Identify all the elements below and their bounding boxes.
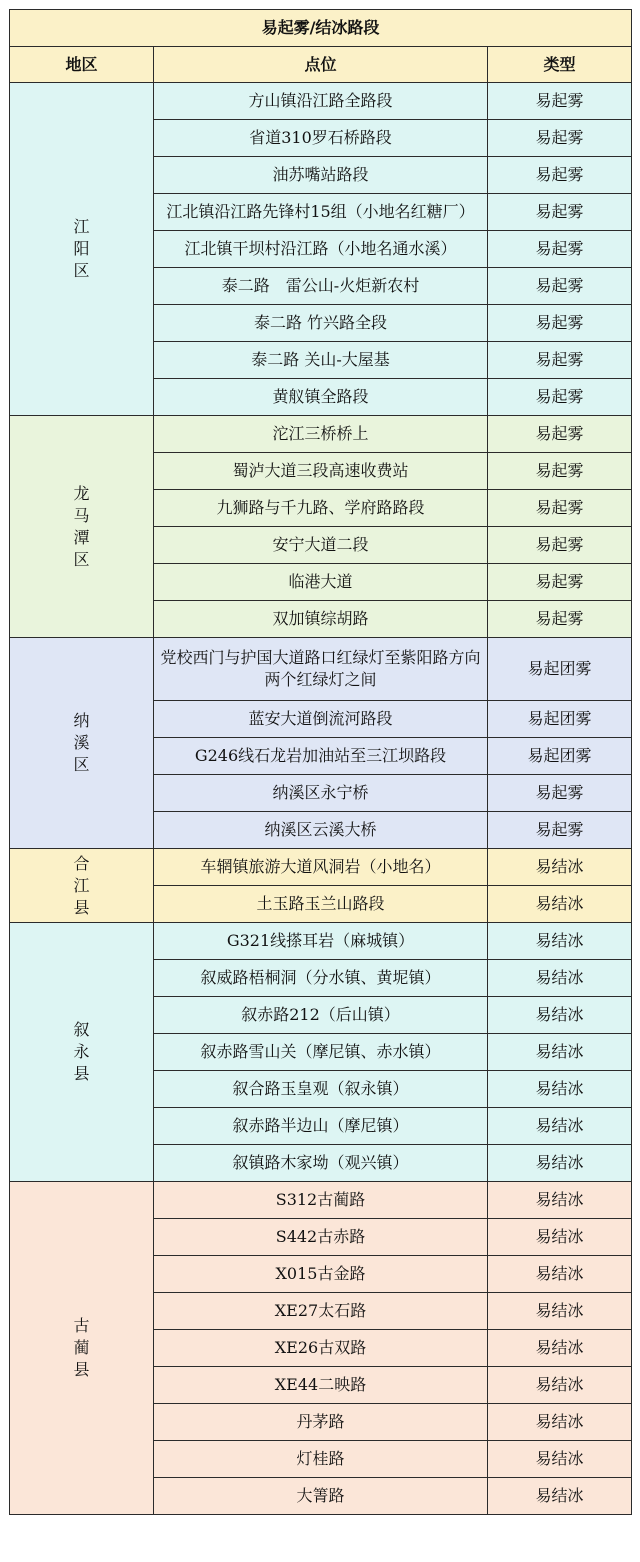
location-cell: S442古赤路 [154,1219,488,1256]
location-cell: 蓝安大道倒流河路段 [154,701,488,738]
location-cell: 叙威路梧桐洞（分水镇、黄坭镇） [154,960,488,997]
region-char: 纳 [73,711,90,730]
location-cell: 车辋镇旅游大道风洞岩（小地名） [154,849,488,886]
road-conditions-table [9,9,632,1515]
location-cell: 泰二路 关山-大屋基 [154,342,488,379]
type-cell: 易结冰 [488,1108,632,1145]
type-cell: 易起雾 [488,342,632,379]
type-cell: 易结冰 [488,1441,632,1478]
table-row [10,849,632,886]
type-cell: 易起雾 [488,490,632,527]
location-cell: 九狮路与千九路、学府路路段 [154,490,488,527]
region-cell [10,849,154,923]
table-row [10,638,632,701]
type-cell: 易起团雾 [488,738,632,775]
header-region: 地区 [10,47,154,83]
type-cell: 易起雾 [488,564,632,601]
location-cell: 灯桂路 [154,1441,488,1478]
table-row [10,923,632,960]
location-cell: 油苏嘴站路段 [154,157,488,194]
location-cell: 纳溪区永宁桥 [154,775,488,812]
region-char: 古 [73,1316,90,1335]
region-label [12,1315,151,1381]
region-label [12,216,151,282]
type-cell: 易起雾 [488,194,632,231]
type-cell: 易结冰 [488,923,632,960]
location-cell: 双加镇综胡路 [154,601,488,638]
table-body [10,83,632,1515]
type-cell: 易结冰 [488,1182,632,1219]
region-char: 区 [73,261,90,280]
location-cell: XE26古双路 [154,1330,488,1367]
region-label [12,1019,151,1085]
location-cell: XE27太石路 [154,1293,488,1330]
region-char: 合 [73,853,90,873]
table-row [10,1182,632,1219]
region-char: 龙 [73,483,90,503]
location-cell: 叙合路玉皇观（叙永镇） [154,1071,488,1108]
type-cell: 易结冰 [488,1256,632,1293]
type-cell: 易结冰 [488,1293,632,1330]
type-cell: 易起雾 [488,157,632,194]
region-char: 区 [73,549,90,569]
location-cell: X015古金路 [154,1256,488,1293]
type-cell: 易起雾 [488,601,632,638]
location-cell: 大箐路 [154,1478,488,1515]
region-cell [10,923,154,1182]
region-char: 县 [73,1360,90,1379]
region-char: 永 [73,1042,90,1061]
region-char: 溪 [73,733,90,752]
header-type: 类型 [488,47,632,83]
location-cell: 叙赤路212（后山镇） [154,997,488,1034]
region-char: 阳 [73,239,90,258]
type-cell: 易结冰 [488,1330,632,1367]
region-char: 叙 [73,1020,90,1039]
type-cell: 易起团雾 [488,638,632,701]
type-cell: 易结冰 [488,849,632,886]
location-cell: 黄舣镇全路段 [154,379,488,416]
location-cell: 泰二路 竹兴路全段 [154,305,488,342]
location-cell: 方山镇沿江路全路段 [154,83,488,120]
region-cell [10,1182,154,1515]
region-char: 蔺 [73,1338,90,1357]
region-cell [10,638,154,849]
location-cell: 沱江三桥桥上 [154,416,488,453]
location-cell: 省道310罗石桥路段 [154,120,488,157]
region-char: 县 [73,1064,90,1083]
type-cell: 易结冰 [488,1404,632,1441]
type-cell: 易起雾 [488,453,632,490]
type-cell: 易结冰 [488,997,632,1034]
type-cell: 易结冰 [488,960,632,997]
type-cell: 易结冰 [488,1367,632,1404]
type-cell: 易结冰 [488,1145,632,1182]
type-cell: 易起团雾 [488,701,632,738]
type-cell: 易起雾 [488,120,632,157]
type-cell: 易起雾 [488,775,632,812]
type-cell: 易结冰 [488,1219,632,1256]
location-cell: 叙赤路半边山（摩尼镇） [154,1108,488,1145]
region-char: 区 [73,755,90,774]
location-cell: 纳溪区云溪大桥 [154,812,488,849]
type-cell: 易起雾 [488,305,632,342]
region-char: 县 [73,897,90,917]
type-cell: 易起雾 [488,379,632,416]
location-cell: 叙镇路木家坳（观兴镇） [154,1145,488,1182]
location-cell: 江北镇干坝村沿江路（小地名通水溪） [154,231,488,268]
type-cell: 易起雾 [488,231,632,268]
location-cell: XE44二映路 [154,1367,488,1404]
header-location: 点位 [154,47,488,83]
type-cell: 易结冰 [488,1071,632,1108]
type-cell: 易结冰 [488,886,632,923]
region-cell [10,83,154,416]
location-cell: G246线石龙岩加油站至三江坝路段 [154,738,488,775]
location-cell: 丹茅路 [154,1404,488,1441]
type-cell: 易结冰 [488,1478,632,1515]
region-char: 江 [73,217,90,236]
location-cell: G321线搽耳岩（麻城镇） [154,923,488,960]
location-cell: 党校西门与护国大道路口红绿灯至紫阳路方向两个红绿灯之间 [154,638,488,701]
region-label [12,483,151,571]
type-cell: 易起雾 [488,812,632,849]
region-label [12,853,151,919]
type-cell: 易起雾 [488,416,632,453]
region-label [12,710,151,776]
type-cell: 易起雾 [488,268,632,305]
table-title: 易起雾/结冰路段 [10,10,632,47]
location-cell: 土玉路玉兰山路段 [154,886,488,923]
location-cell: 泰二路 雷公山-火炬新农村 [154,268,488,305]
region-cell [10,416,154,638]
type-cell: 易结冰 [488,1034,632,1071]
region-char: 潭 [73,527,90,547]
location-cell: S312古蔺路 [154,1182,488,1219]
title-row [10,10,632,47]
location-cell: 临港大道 [154,564,488,601]
location-cell: 江北镇沿江路先锋村15组（小地名红糖厂） [154,194,488,231]
location-cell: 安宁大道二段 [154,527,488,564]
region-char: 马 [73,505,90,525]
type-cell: 易起雾 [488,527,632,564]
header-row [10,47,632,83]
table-row [10,83,632,120]
location-cell: 蜀泸大道三段高速收费站 [154,453,488,490]
region-char: 江 [73,875,90,895]
table-row [10,416,632,453]
type-cell: 易起雾 [488,83,632,120]
location-cell: 叙赤路雪山关（摩尼镇、赤水镇） [154,1034,488,1071]
